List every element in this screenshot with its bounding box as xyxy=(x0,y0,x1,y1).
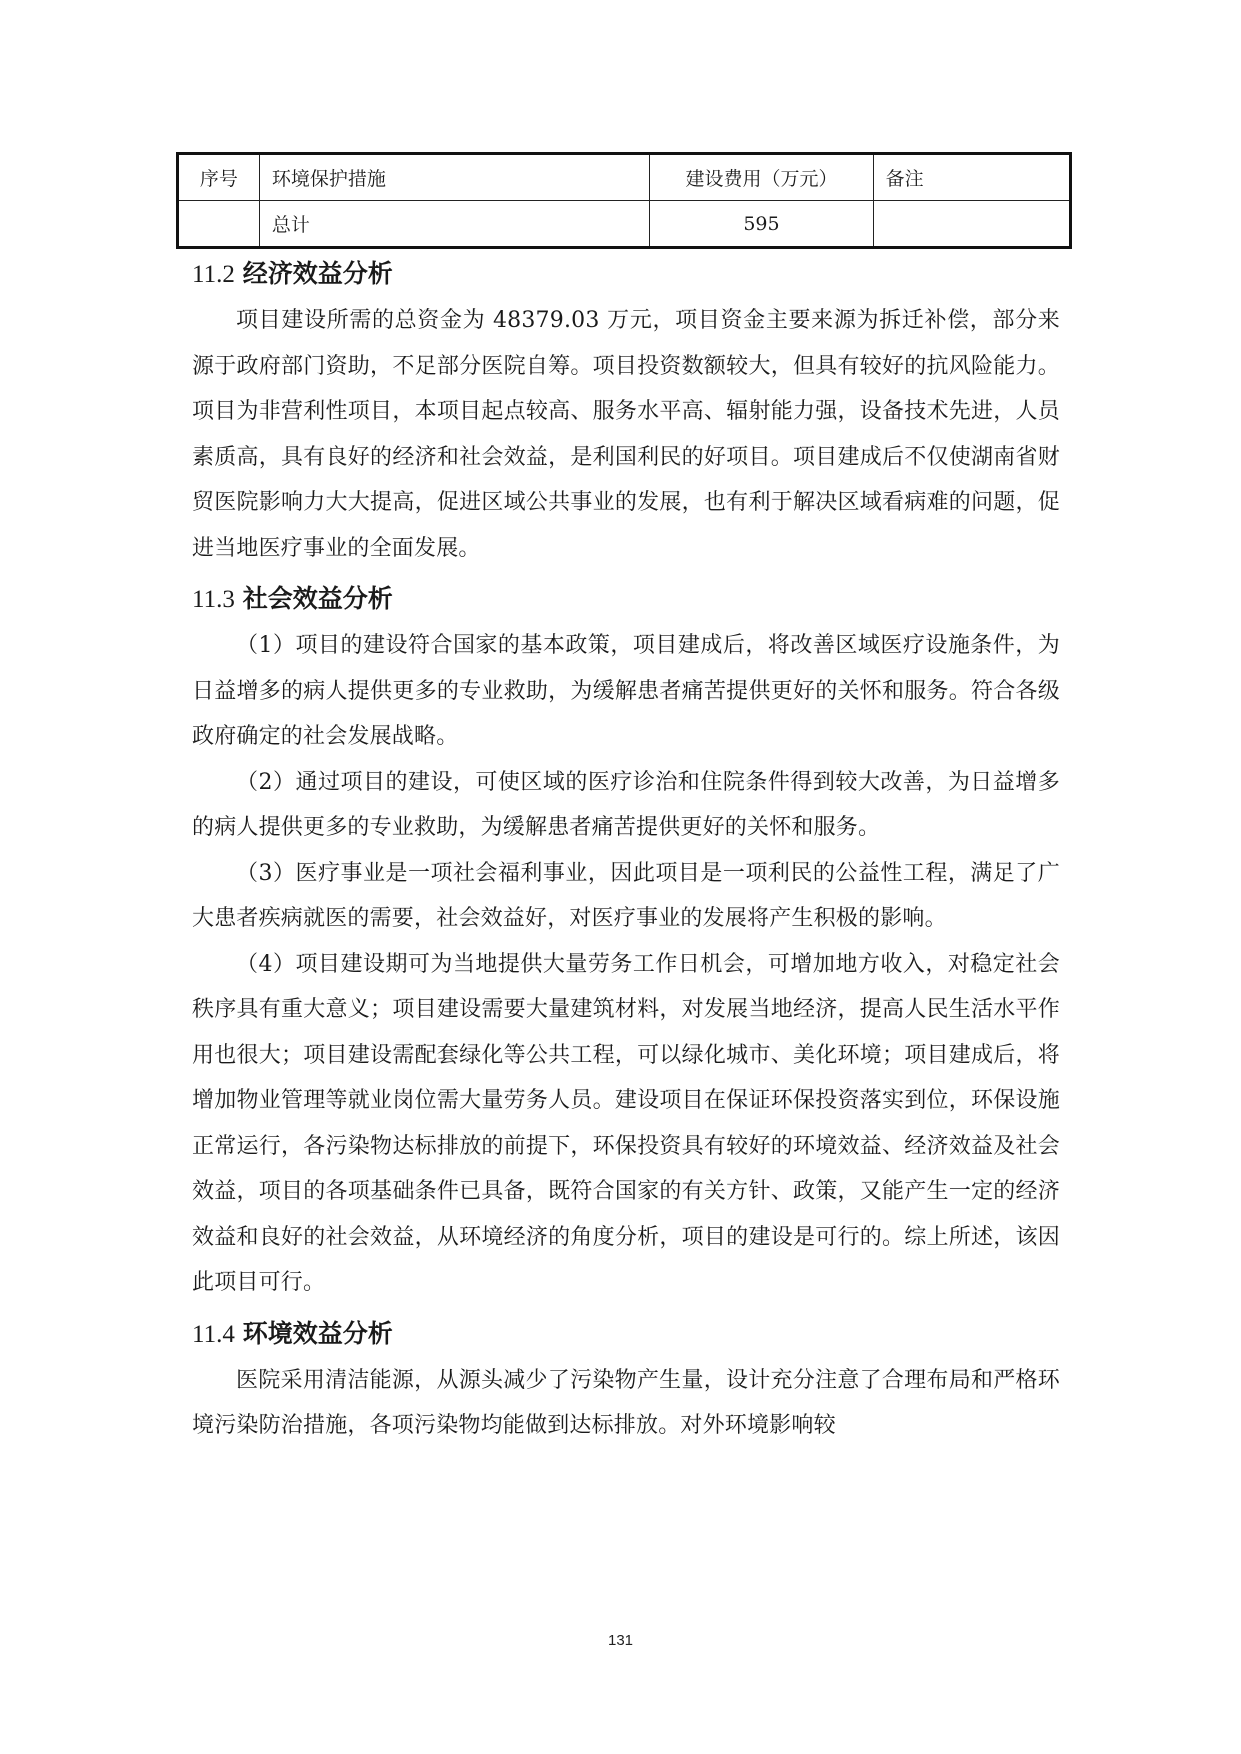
section-heading xyxy=(192,250,1060,298)
paragraph: （4）项目建设期可为当地提供大量劳务工作日机会，可增加地方收入，对稳定社会秩序具有重大意义；项目建设需要大量建筑材料，对发展当地经济，提高人民生活水平作用也很大；项目建设需配套绿化等公共工程，可以绿化城市、美化环境；项目建成后，将增加物业管理等就业岗位需大量劳务人员。建设项目在保证环保投资落实到位，环保设施正常运行，各污染物达标排放的前提下，环保投资具有较好的环境效益、经济效益及社会效益，项目的各项基础条件已具备，既符合国家的有关方针、政策，又能产生一定的经济效益和良好的社会效益，从环境经济的角度分析，项目的建设是可行的。综上所述，该因此项目可行。 xyxy=(192,951,1060,1295)
paragraph: （3）医疗事业是一项社会福利事业，因此项目是一项利民的公益性工程，满足了广大患者疾病就医的需要，社会效益好，对医疗事业的发展将产生积极的影响。 xyxy=(192,860,1060,931)
header-cell-note: 备注 xyxy=(873,154,1070,201)
document-body xyxy=(192,250,1060,1449)
section-title: 环境效益分析 xyxy=(242,1318,393,1348)
paragraph: （2）通过项目的建设，可使区域的医疗诊治和住院条件得到较大改善，为日益增多的病人提供更多的专业救助，为缓解患者痛苦提供更好的关怀和服务。 xyxy=(192,769,1060,840)
table-cell: 595 xyxy=(650,201,873,248)
table-cell xyxy=(178,201,260,248)
table-row xyxy=(178,201,1071,248)
paragraph: 医院采用清洁能源，从源头减少了污染物产生量，设计充分注意了合理布局和严格环境污染防治措施，各项污染物均能做到达标排放。对外环境影响较 xyxy=(192,1367,1060,1438)
section-heading xyxy=(192,575,1060,623)
paragraph: 项目建设所需的总资金为 48379.03 万元，项目资金主要来源为拆迁补偿，部分来源于政府部门资助，不足部分医院自筹。项目投资数额较大，但具有较好的抗风险能力。项目为非营利性项目，本项目起点较高、服务水平高、辐射能力强，设备技术先进，人员素质高，具有良好的经济和社会效益，是利国利民的好项目。项目建成后不仅使湖南省财贸医院影响力大大提高，促进区域公共事业的发展，也有利于解决区域看病难的问题，促进当地医疗事业的全面发展。 xyxy=(192,308,1060,561)
table-cell: 总计 xyxy=(259,201,650,248)
header-cell-measure: 环境保护措施 xyxy=(259,154,650,201)
section-number: 11.3 xyxy=(192,586,235,613)
environmental-cost-table xyxy=(176,152,1072,249)
section-title: 社会效益分析 xyxy=(242,584,393,613)
section-title: 经济效益分析 xyxy=(242,259,393,288)
page-number: 131 xyxy=(607,1632,634,1649)
paragraph: （1）项目的建设符合国家的基本政策，项目建成后，将改善区域医疗设施条件，为日益增多的病人提供更多的专业救助，为缓解患者痛苦提供更好的关怀和服务。符合各级政府确定的社会发展战略。 xyxy=(192,633,1060,749)
header-cell-no: 序号 xyxy=(178,154,260,201)
table-cell xyxy=(873,201,1070,248)
header-cell-cost: 建设费用（万元） xyxy=(650,154,873,201)
section-number: 11.2 xyxy=(192,261,235,288)
section-number: 11.4 xyxy=(192,1320,235,1348)
table-header-row xyxy=(178,154,1071,201)
section-heading xyxy=(192,1310,1060,1358)
